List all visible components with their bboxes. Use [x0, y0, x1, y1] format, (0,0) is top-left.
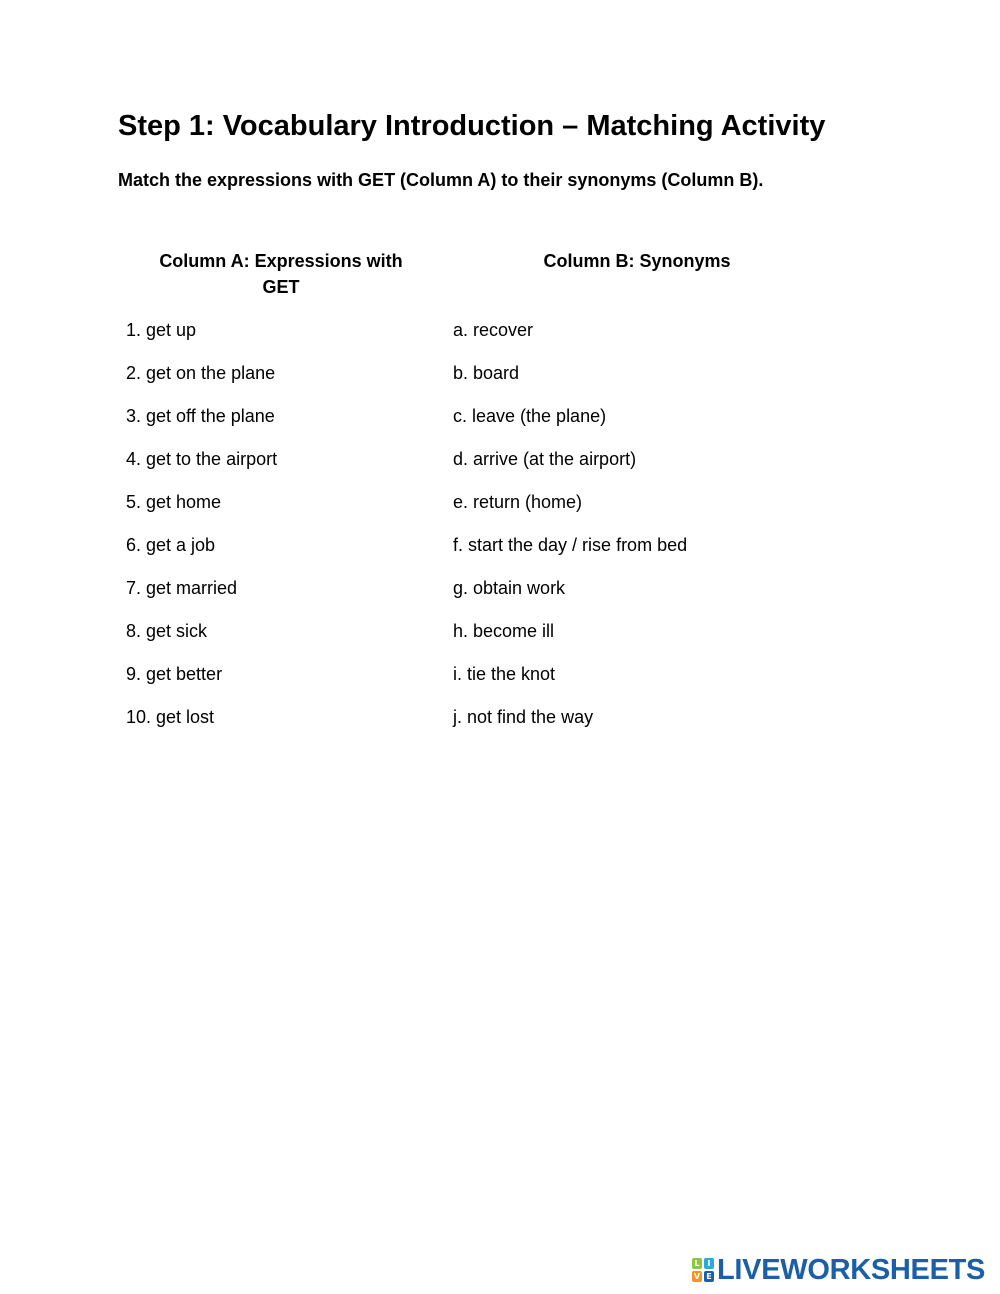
synonym-item: b. board: [453, 363, 520, 383]
expression-item: 10. get lost: [126, 707, 215, 727]
expression-item: 1. get up: [126, 320, 197, 340]
expression-item: 4. get to the airport: [126, 449, 278, 469]
expression-item: 6. get a job: [126, 535, 216, 555]
table-row: [0, 576, 1000, 600]
column-b-header: Column B: Synonyms: [543, 251, 731, 271]
table-row: [0, 361, 1000, 385]
logo-tile-i: I: [704, 1258, 714, 1269]
liveworksheets-logo-icon: [692, 1258, 714, 1282]
logo-tile-v: V: [693, 1272, 701, 1281]
expression-item: 2. get on the plane: [126, 363, 276, 383]
synonym-item: i. tie the knot: [453, 664, 556, 684]
liveworksheets-logo: [692, 1254, 985, 1286]
table-row: [0, 404, 1000, 428]
synonym-item: g. obtain work: [453, 578, 566, 598]
logo-wordmark: LIVEWORKSHEETS: [717, 1253, 986, 1286]
table-row: [0, 447, 1000, 471]
synonym-item: c. leave (the plane): [453, 406, 607, 426]
expression-item: 3. get off the plane: [126, 406, 275, 426]
page-title: Step 1: Vocabulary Introduction – Matching Activity: [118, 110, 826, 142]
expression-item: 8. get sick: [126, 621, 208, 641]
table-row: [0, 533, 1000, 557]
synonym-item: f. start the day / rise from bed: [453, 535, 688, 555]
expression-item: 5. get home: [126, 492, 222, 512]
column-a-header: Column A: Expressions with GET: [159, 251, 403, 297]
table-row: [0, 490, 1000, 514]
logo-tile-e: E: [704, 1271, 714, 1282]
table-row: [0, 619, 1000, 643]
table-row: [0, 705, 1000, 729]
synonym-item: h. become ill: [453, 621, 555, 641]
expression-item: 9. get better: [126, 664, 223, 684]
expression-item: 7. get married: [126, 578, 238, 598]
instructions: Match the expressions with GET (Column A) to their synonyms (Column B).: [118, 170, 764, 190]
synonym-item: j. not find the way: [453, 707, 594, 727]
table-row: [0, 662, 1000, 686]
synonym-item: d. arrive (at the airport): [453, 449, 637, 469]
synonym-item: a. recover: [453, 320, 534, 340]
synonym-item: e. return (home): [453, 492, 583, 512]
table-row: [0, 318, 1000, 342]
logo-tile-l: L: [692, 1258, 702, 1269]
